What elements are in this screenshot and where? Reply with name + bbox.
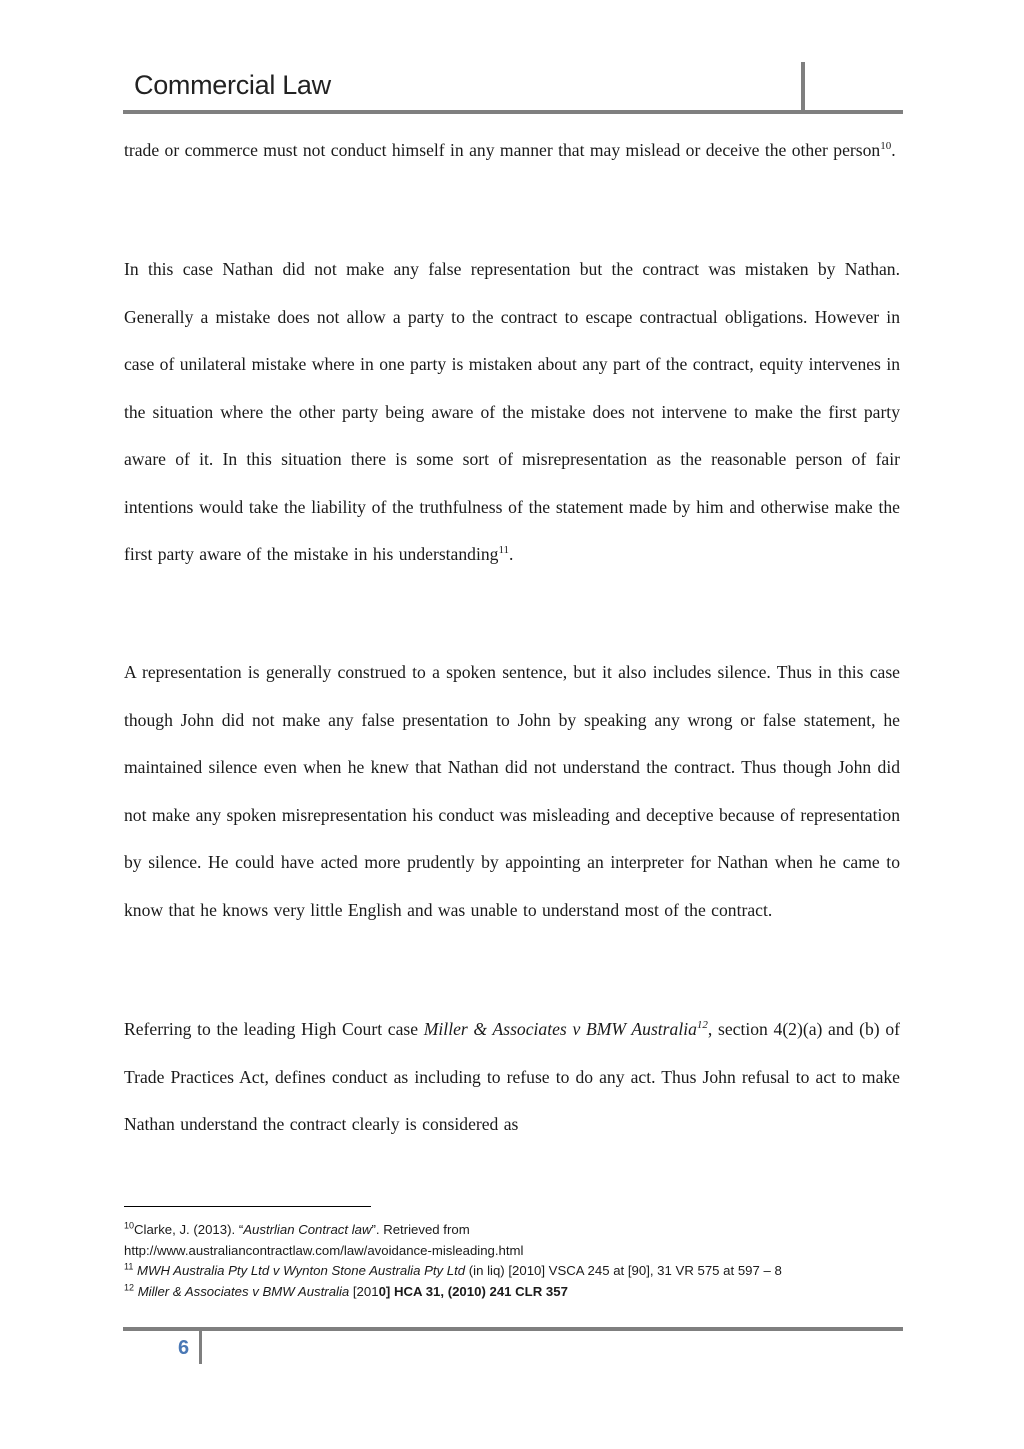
footnote-10-url[interactable]: http://www.australiancontractlaw.com/law/avoidance-misleading.html [124, 1242, 524, 1258]
paragraph-1-end: . [891, 140, 896, 160]
footnote-ref-10[interactable]: 10 [880, 140, 892, 153]
page-number: 6 [178, 1337, 190, 1359]
paragraph-2 [124, 246, 900, 579]
footnote-11 [124, 1261, 904, 1282]
paragraph-1-text: trade or commerce must not conduct himself in any manner that may mislead or deceive the other person [124, 140, 881, 160]
paragraph-1 [124, 127, 900, 175]
footnote-10-retrieved: ”. Retrieved from [371, 1222, 470, 1237]
paragraph-4-post: , section 4(2)(a) and (b) of Trade Practices Act, defines conduct as including to refuse to do any act. Thus John refusal to act to make Nathan understand the contract clearly is considered as [124, 1019, 901, 1134]
footnote-10-author: Clarke, J. (2013). “ [134, 1222, 244, 1237]
footnote-10 [124, 1220, 904, 1261]
case-name-miller: Miller & Associates v BMW Australia [423, 1019, 697, 1039]
footnote-11-citation: (in liq) [2010] VSCA 245 at [90], 31 VR 575 at 597 – 8 [465, 1263, 782, 1278]
paragraph-3-text: A representation is generally construed to a spoken sentence, but it also includes silence. Thus in this case though John did not make any false presentation to John by speaking any wrong or false statement, he maintained silence even when he knew that Nathan did not understand the contract. Thus though John did not make any spoken misrepresentation his conduct was misleading and deceptive because of representation by silence. He could have acted more prudently by appointing an interpreter for Nathan when he came to know that he knows very little English and was unable to understand most of the contract. [124, 662, 900, 920]
footnote-12 [124, 1282, 904, 1303]
paragraph-4-pre: Referring to the leading High Court case [124, 1019, 424, 1039]
footnote-separator [124, 1206, 371, 1207]
footer-rule [123, 1327, 903, 1331]
paragraph-4 [124, 1006, 900, 1149]
header-divider-vertical [801, 62, 805, 114]
footnote-12-case: Miller & Associates v BMW Australia [137, 1283, 350, 1299]
paragraph-2-end: . [509, 544, 514, 564]
footnotes [124, 1220, 904, 1302]
footer-divider-vertical [199, 1331, 202, 1364]
footnote-ref-12[interactable]: 12 [696, 1019, 708, 1032]
footnote-10-number: 10 [124, 1220, 135, 1231]
footnote-11-case: MWH Australia Pty Ltd v Wynton Stone Australia Pty Ltd [137, 1263, 466, 1278]
footnote-12-year: [201 [349, 1283, 379, 1299]
footnote-12-number: 12 [124, 1282, 135, 1293]
page-header-title: Commercial Law [134, 70, 331, 100]
footnote-11-number: 11 [124, 1261, 134, 1272]
footnote-ref-11[interactable]: 11 [498, 544, 510, 557]
footnote-10-title: Austrlian Contract law [243, 1222, 372, 1237]
footnote-12-citation: 0] HCA 31, (2010) 241 CLR 357 [378, 1283, 568, 1299]
header-rule [123, 110, 903, 114]
paragraph-3 [124, 649, 900, 934]
paragraph-2-text: In this case Nathan did not make any false representation but the contract was mistaken by Nathan. Generally a mistake does not allow a party to the contract to escape contractual obligations. However in case of unilateral mistake where in one party is mistaken about any part of the contract, equity intervenes in the situation where the other party being aware of the mistake does not intervene to make the first party aware of it. In this situation there is some sort of misrepresentation as the reasonable person of fair intentions would take the liability of the truthfulness of the statement made by him and otherwise make the first party aware of the mistake in his understanding [124, 259, 900, 564]
